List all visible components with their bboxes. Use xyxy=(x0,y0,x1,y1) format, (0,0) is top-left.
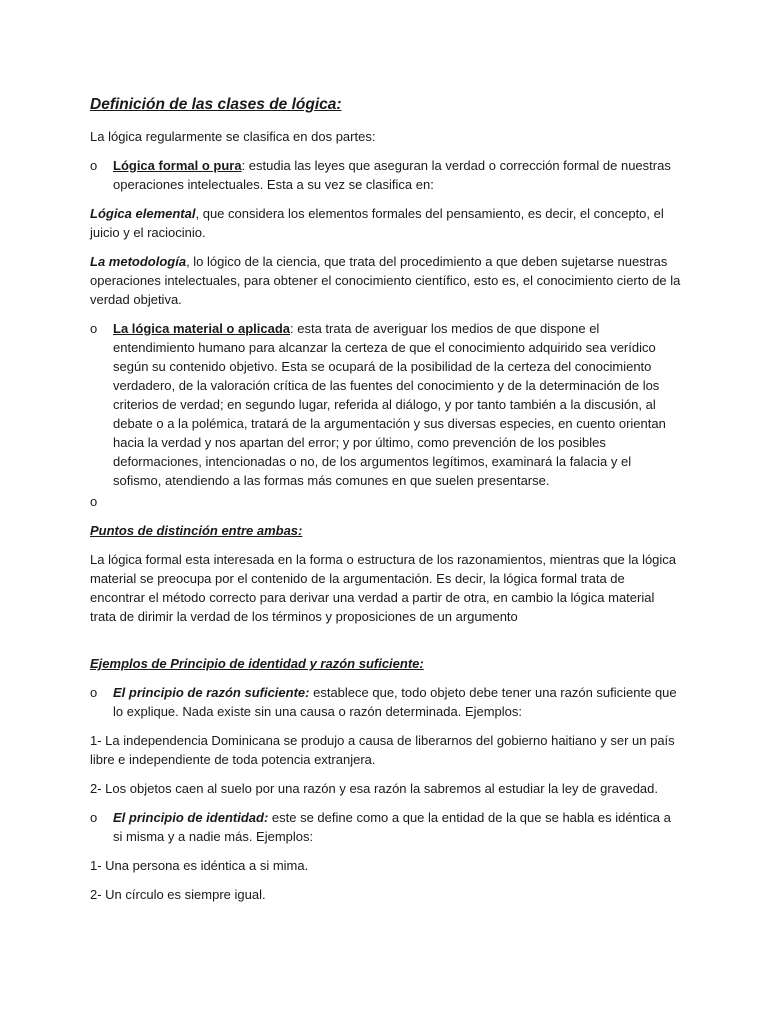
identidad-example-2: 2- Un círculo es siempre igual. xyxy=(90,887,266,902)
list-item-identidad xyxy=(90,808,682,846)
intro-paragraph: La lógica regularmente se clasifica en dos partes: xyxy=(90,129,376,144)
distincion-paragraph: La lógica formal esta interesada en la forma o estructura de los razonamientos, mientras que la lógica material se preocupa por el contenido de la argumentación. Es decir, la lógica formal trata de encontrar el método correcto para derivar una verdad a partir de otra, en cambio la lógica material trata de dirimir la verdad de los términos y proposiciones de un argumento xyxy=(90,552,677,624)
ejemplos-heading: Ejemplos de Principio de identidad y razón suficiente: xyxy=(90,656,424,671)
elemental-text: , que considera los elementos formales del pensamiento, es decir, el concepto, el juicio y el raciocinio. xyxy=(90,206,664,240)
blank-line xyxy=(90,636,682,654)
hollow-bullet-icon: o xyxy=(90,494,98,509)
hollow-bullet-icon: o xyxy=(90,321,98,336)
list-item-material xyxy=(90,319,682,490)
metodologia-term: La metodología xyxy=(90,254,187,269)
metodologia-text: , lo lógico de la ciencia, que trata del procedimiento a que deben sujetarse nuestras operaciones intelectuales, para obtener el conocimiento científico, esto es, el conocimiento cierto de la verdad objetiva. xyxy=(90,254,681,307)
razon-text: establece que, todo objeto debe tener una razón suficiente que lo explique. Nada existe sin una causa o razón determinada. Ejemplos: xyxy=(113,685,677,719)
list-item-formal xyxy=(90,156,682,194)
identidad-term: El principio de identidad: xyxy=(113,810,269,825)
list-item-empty xyxy=(90,492,682,511)
razon-example-2: 2- Los objetos caen al suelo por una razón y esa razón la sabremos al estudiar la ley de gravedad. xyxy=(90,781,659,796)
document-title: Definición de las clases de lógica: xyxy=(90,96,342,113)
metodologia-paragraph xyxy=(90,252,682,309)
identidad-example-1: 1- Una persona es idéntica a si mima. xyxy=(90,858,309,873)
elemental-term: Lógica elemental xyxy=(90,206,196,221)
identidad-text: este se define como a que la entidad de la que se habla es idéntica a si misma y a nadie más. Ejemplos: xyxy=(113,810,671,844)
hollow-bullet-icon: o xyxy=(90,158,98,173)
distincion-heading: Puntos de distinción entre ambas: xyxy=(90,523,303,538)
list-item-razon xyxy=(90,683,682,721)
formal-term: Lógica formal o pura xyxy=(113,158,242,173)
material-term: La lógica material o aplicada xyxy=(113,321,291,336)
formal-text: : estudia las leyes que aseguran la verdad o corrección formal de nuestras operaciones intelectuales. Esta a su vez se clasifica en: xyxy=(113,158,671,192)
razon-term: El principio de razón suficiente: xyxy=(113,685,310,700)
hollow-bullet-icon: o xyxy=(90,810,98,825)
hollow-bullet-icon: o xyxy=(90,685,98,700)
material-text: : esta trata de averiguar los medios de que dispone el entendimiento humano para alcanzar la certeza de que el conocimiento adquirido sea verídico según su contenido objetivo. Esta se ocupará de la posibilidad de la certeza del conocimiento verdadero, de la valoración crítica de las fuentes del conocimiento y de la determinación de los criterios de verdad; en segundo lugar, referida al diálogo, y por tanto también a la discusión, al debate o a la polémica, tratará de la argumentación y sus diversas especies, en cuento orientan hacia la verdad y nos apartan del error; y por último, como prevención de los posibles deformaciones, intencionadas o no, de los argumentos legítimos, examinará la falacia y el sofismo, atendiendo a las formas más comunes en que suelen presentarse. xyxy=(113,321,666,488)
razon-example-1: 1- La independencia Dominicana se produjo a causa de liberarnos del gobierno haitiano y ser un país libre e independiente de toda potencia extranjera. xyxy=(90,733,675,767)
elemental-paragraph xyxy=(90,204,682,242)
